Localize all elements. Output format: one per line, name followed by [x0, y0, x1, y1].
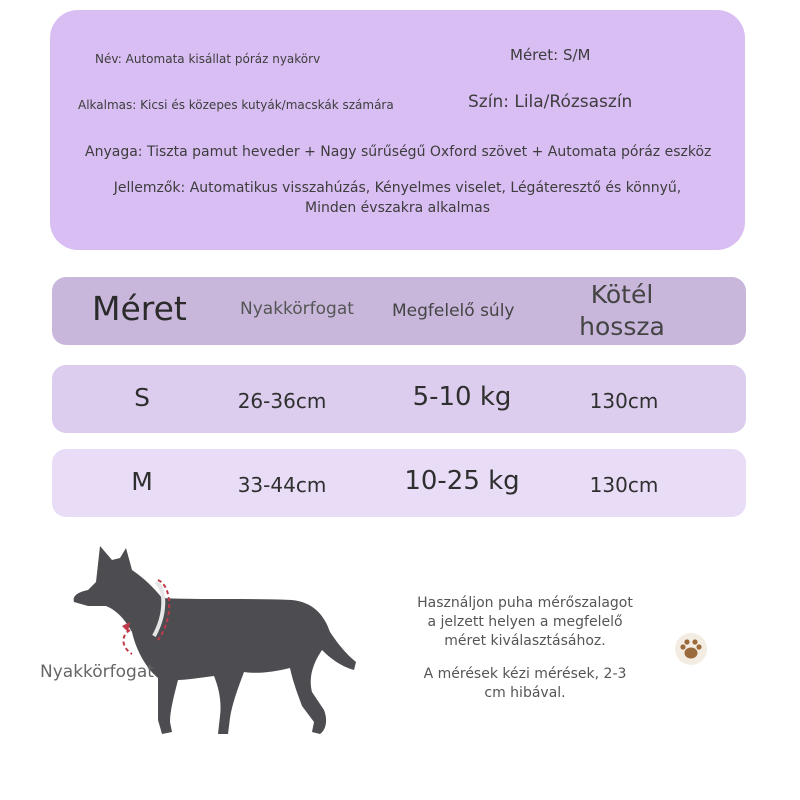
- product-features-line1: Jellemzők: Automatikus visszahúzás, Kényelmes viselet, Légáteresztő és könnyű,: [113, 180, 682, 196]
- dog-silhouette-icon: [62, 540, 362, 740]
- measure-instruction: [395, 594, 655, 651]
- product-suitable: Alkalmas: Kicsi és közepes kutyák/macskák számára: [78, 98, 394, 112]
- row-size: M: [131, 467, 153, 496]
- product-material: Anyaga: Tiszta pamut heveder + Nagy sűrűségű Oxford szövet + Automata póráz eszköz: [85, 144, 712, 160]
- row-weight: 10-25 kg: [404, 466, 520, 496]
- table-row: [52, 365, 746, 433]
- row-rope: 130cm: [589, 389, 659, 413]
- table-row: [52, 449, 746, 517]
- header-rope: Kötél hossza: [579, 280, 665, 341]
- product-features: [50, 178, 745, 218]
- product-color: Szín: Lila/Rózsaszín: [468, 92, 633, 112]
- row-neck: 26-36cm: [237, 389, 327, 413]
- header-weight: Megfelelő súly: [392, 301, 515, 321]
- measure-disclaimer: [395, 665, 655, 703]
- note-line: a jelzett helyen a megfelelő: [427, 614, 623, 630]
- note-line: cm hibával.: [484, 685, 566, 701]
- row-weight: 5-10 kg: [412, 382, 512, 412]
- note-line: A mérések kézi mérések, 2-3: [423, 666, 627, 682]
- neck-measure-label: Nyakkörfogat: [40, 662, 154, 682]
- note-line: méret kiválasztásához.: [444, 633, 606, 649]
- paw-icon: [674, 632, 708, 666]
- product-info-card: [50, 10, 745, 250]
- row-rope: 130cm: [589, 473, 659, 497]
- product-name: Név: Automata kisállat póráz nyakörv: [95, 52, 321, 66]
- product-size: Méret: S/M: [510, 46, 591, 64]
- row-neck: 33-44cm: [237, 473, 327, 497]
- size-table-header: [52, 277, 746, 345]
- header-neck: Nyakkörfogat: [240, 299, 354, 319]
- product-features-line2: Minden évszakra alkalmas: [305, 200, 490, 216]
- header-size: Méret: [92, 289, 187, 328]
- note-line: Használjon puha mérőszalagot: [417, 595, 633, 611]
- row-size: S: [134, 383, 150, 412]
